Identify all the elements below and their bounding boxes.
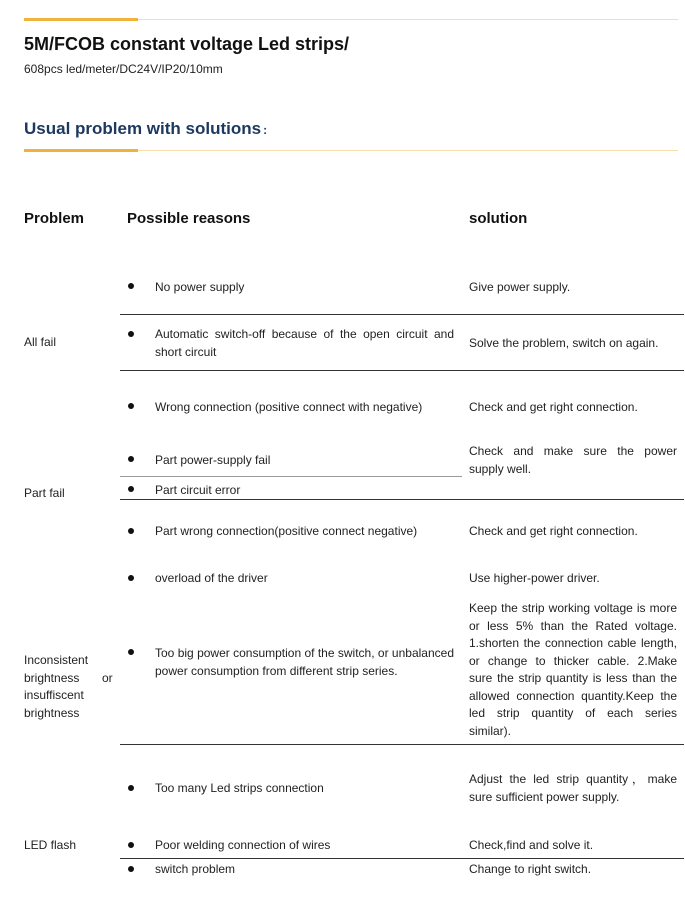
bullet-icon (128, 403, 134, 409)
reason-row: Automatic switch-off because of the open circuit and short circuit (155, 327, 454, 359)
row-divider (120, 858, 684, 859)
section-divider-accent (24, 149, 138, 152)
solution-row: Give power supply. (469, 280, 571, 294)
column-header-problem: Problem (24, 210, 85, 227)
problem-inconsistent-or: or (102, 670, 113, 685)
top-divider-accent (24, 18, 138, 21)
product-title: 5M/FCOB constant voltage Led strips/ (24, 34, 350, 54)
solution-row: Use higher-power driver. (469, 571, 600, 585)
bullet-icon (128, 283, 134, 289)
bullet-icon (128, 331, 134, 337)
reason-row: Too many Led strips connection (155, 781, 324, 795)
reason-row: Poor welding connection of wires (155, 838, 331, 852)
reason-row: switch problem (155, 862, 236, 876)
bullet-icon (128, 528, 134, 534)
problem-all-fail: All fail (24, 335, 57, 349)
reason-row: Part circuit error (155, 483, 241, 497)
bullet-icon (128, 486, 134, 492)
problem-inconsistent-line-1: Inconsistent (24, 653, 89, 667)
reason-row: Part power-supply fail (155, 453, 271, 467)
column-header-solution: solution (469, 210, 528, 227)
bullet-icon (128, 785, 134, 791)
problem-inconsistent-brightness (24, 652, 114, 722)
solution-row: Check and get right connection. (469, 400, 638, 414)
solution-row: Check and make sure the power supply well. (469, 444, 677, 476)
solution-row: Adjust the led strip quantity，make sure sufficient power supply. (469, 772, 677, 804)
section-title (24, 119, 267, 139)
column-header-reasons: Possible reasons (127, 210, 251, 227)
row-divider (120, 370, 684, 371)
section-title-text: Usual problem with solutions (24, 119, 262, 138)
solution-row: Check and get right connection. (469, 524, 638, 538)
solution-row: Change to right switch. (469, 862, 592, 876)
problem-inconsistent-line-2: brightness (24, 670, 80, 685)
problem-led-flash: LED flash (24, 838, 77, 852)
reason-row: overload of the driver (155, 571, 268, 585)
row-divider (120, 476, 462, 477)
row-divider (120, 499, 684, 500)
section-title-colon: : (263, 123, 268, 137)
solution-row: Check,find and solve it. (469, 838, 594, 852)
bullet-icon (128, 842, 134, 848)
bullet-icon (128, 456, 134, 462)
bullet-icon (128, 649, 134, 655)
reason-row: Wrong connection (positive connect with negative) (155, 400, 423, 414)
solution-row: Keep the strip working voltage is more or less 5% than the Rated voltage. 1.shorten the connection cable length, or change to thicker cable. 2.Make sure the strip quantity is less than the allowed connection quantity.Keep the led strip quantity of each series similar). (469, 601, 677, 738)
problem-inconsistent-line-3: insuffiscent (24, 688, 84, 702)
problem-inconsistent-line-4: brightness (24, 705, 80, 720)
product-specs: 608pcs led/meter/DC24V/IP20/10mm (24, 62, 223, 76)
row-divider (120, 744, 684, 745)
reason-row: Part wrong connection(positive connect negative) (155, 524, 418, 538)
row-divider (120, 314, 684, 315)
reason-row: Too big power consumption of the switch, or unbalanced power consumption from different strip series. (155, 646, 454, 678)
bullet-icon (128, 866, 134, 872)
bullet-icon (128, 575, 134, 581)
solution-row: Solve the problem, switch on again. (469, 336, 659, 350)
problem-part-fail: Part fail (24, 486, 65, 500)
reason-row: No power supply (155, 280, 245, 294)
